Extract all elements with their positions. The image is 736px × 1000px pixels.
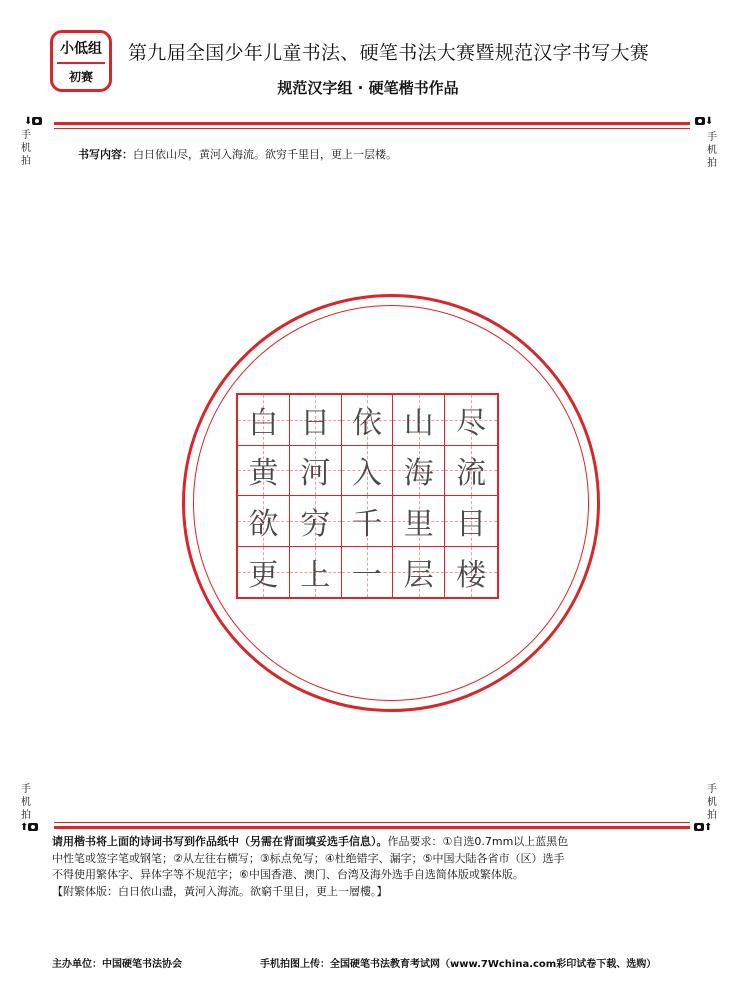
grid-cell (238, 496, 290, 547)
content-label: 书写内容： (78, 148, 133, 161)
grid-cell (342, 496, 394, 547)
upload-info-text: 手机拍图上传：全国硬笔书法教育考试网（www.7Wchina.com彩印试卷下载、选购） (260, 959, 657, 970)
handwritten-char: 一 (351, 557, 382, 593)
marker-char: 手 (707, 132, 717, 143)
handwritten-char: 河 (300, 456, 331, 492)
grid-cell (445, 395, 497, 446)
grid-cell (238, 446, 290, 497)
marker-char: 机 (707, 797, 717, 808)
arrow-up-icon: ⬆ (20, 822, 29, 833)
marker-char: 手 (707, 784, 717, 795)
camera-icon (694, 823, 704, 831)
badge-divider (57, 62, 105, 64)
handwritten-char: 海 (403, 456, 434, 492)
grid-cell (238, 547, 290, 598)
badge-group-label: 小低组 (60, 41, 102, 57)
marker-char: 机 (21, 143, 31, 154)
marker-char: 机 (707, 145, 717, 156)
top-rule-thick (54, 122, 690, 125)
writing-grid (236, 393, 499, 599)
handwritten-char: 千 (351, 506, 382, 542)
grid-cell (290, 395, 342, 446)
grid-cell (290, 547, 342, 598)
grid-cell (238, 395, 290, 446)
handwritten-char: 流 (456, 456, 487, 492)
grid-cell (342, 395, 394, 446)
handwritten-char: 目 (456, 506, 487, 542)
grid-cell (445, 496, 497, 547)
page-subtitle: 规范汉字组 · 硬笔楷书作品 (277, 79, 459, 97)
marker-char: 拍 (21, 156, 31, 167)
grid-cell (393, 446, 445, 497)
handwritten-char: 楼 (456, 557, 487, 593)
content-line (78, 146, 397, 162)
marker-char: 手 (21, 130, 31, 141)
instructions-block (52, 834, 692, 900)
organizer-text: 主办单位：中国硬笔书法协会 (52, 959, 182, 970)
page-title: 第九届全国少年儿童书法、硬笔书法大赛暨规范汉字书写大赛 (128, 42, 650, 64)
grid-cell (290, 446, 342, 497)
marker-char: 拍 (21, 810, 31, 821)
handwritten-char: 里 (403, 506, 434, 542)
bottom-right-shot-marker (694, 822, 712, 834)
grid-cell (290, 496, 342, 547)
arrow-down-icon: ⬇ (705, 116, 714, 127)
bottom-right-phone-label (702, 783, 722, 822)
handwritten-char: 欲 (248, 506, 279, 542)
handwritten-char: 穷 (300, 506, 331, 542)
arrow-up-icon: ⬆ (704, 822, 713, 833)
instructions-line: 中性笔或签字笔或钢笔；②从左往右横写；③标点免写；④杜绝错字、漏字；⑤中国大陆各省市（区）选手 (52, 851, 565, 865)
arrow-down-icon: ⬇ (24, 116, 33, 127)
marker-char: 拍 (707, 810, 717, 821)
traditional-version-line: 【附繁体版：白日依山盡，黃河入海流。欲窮千里目，更上一層樓。】 (52, 884, 388, 898)
top-right-phone-label (702, 131, 722, 170)
handwritten-char: 更 (248, 557, 279, 593)
handwritten-char: 上 (300, 557, 331, 593)
top-right-shot-marker (695, 116, 713, 128)
grid-cell (445, 547, 497, 598)
marker-char: 手 (21, 784, 31, 795)
marker-char: 拍 (707, 158, 717, 169)
grid-cell (342, 547, 394, 598)
handwritten-char: 白 (248, 405, 279, 441)
bottom-rule-thin (54, 822, 690, 823)
instructions-lead: 请用楷书将上面的诗词书写到作品纸中（另需在背面填妥选手信息）。 (52, 835, 388, 848)
handwritten-char: 层 (403, 557, 434, 593)
top-rule-thin (54, 128, 690, 129)
badge-stage-label: 初赛 (68, 70, 93, 84)
handwritten-char: 尽 (456, 405, 487, 441)
content-text: 白日依山尽，黄河入海流。欲穷千里目，更上一层楼。 (133, 148, 397, 161)
handwritten-char: 入 (351, 456, 382, 492)
bottom-left-shot-marker (20, 822, 38, 834)
grid-cell (393, 496, 445, 547)
top-left-phone-label (16, 129, 36, 168)
bottom-rule-thick (54, 826, 690, 829)
grid-cell (342, 446, 394, 497)
grid-cell (445, 446, 497, 497)
top-left-shot-marker (24, 116, 42, 128)
camera-icon (32, 117, 42, 125)
handwritten-char: 日 (300, 405, 331, 441)
instructions-line: 作品要求：①自选0.7mm以上蓝黑色 (387, 835, 569, 848)
handwritten-char: 山 (403, 405, 434, 441)
handwritten-char: 黄 (248, 456, 279, 492)
marker-char: 机 (21, 797, 31, 808)
bottom-left-phone-label (16, 783, 36, 822)
camera-icon (695, 117, 705, 125)
grid-cell (393, 395, 445, 446)
camera-icon (28, 823, 38, 831)
grid-cell (393, 547, 445, 598)
handwritten-char: 依 (351, 405, 382, 441)
instructions-line: 不得使用繁体字、异体字等不规范字；⑥中国香港、澳门、台湾及海外选手自选简体版或繁体版。 (52, 868, 524, 881)
